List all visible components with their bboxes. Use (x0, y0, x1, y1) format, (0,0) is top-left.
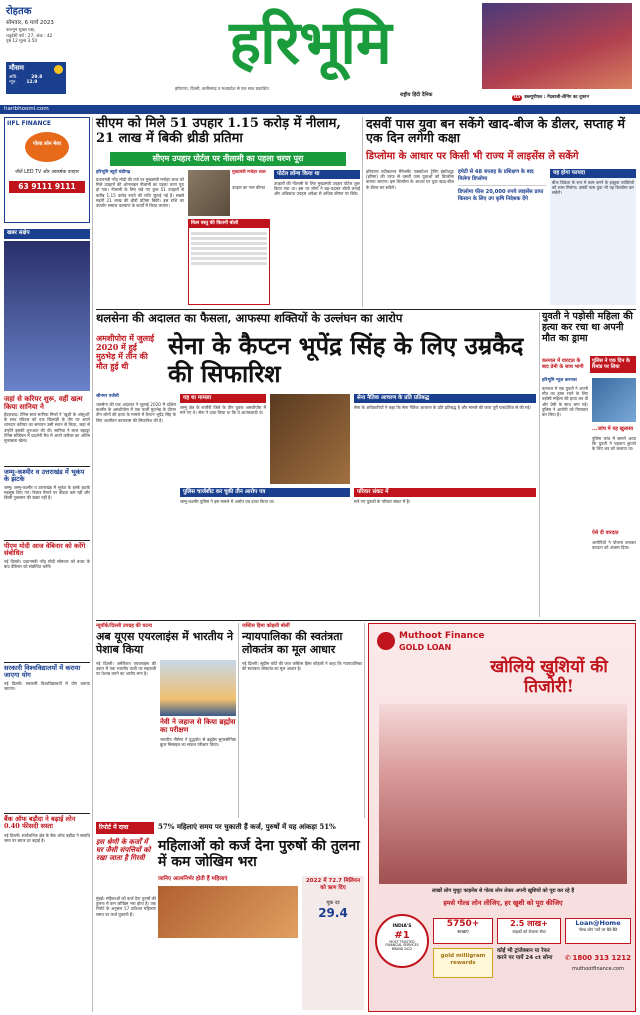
panchang-3: पृष्ठ 12 मूल्य 3.50 (6, 39, 38, 45)
victim-photo (592, 378, 636, 422)
report-strap: 57% महिलाएं समय पर चुकाती हैं कर्ज, पुरुषों में यह आंकड़ा 51% (158, 822, 336, 831)
portal-title: पोर्टल लॉन्च किया था (274, 170, 360, 179)
left-column (4, 117, 90, 1012)
trust-badge (375, 914, 429, 968)
karnal-sub2-body: आरोपियों ने योजना बनाकर वारदात को अंजाम दिया। (592, 540, 636, 551)
iifl-brand: IIFL FINANCE (7, 120, 51, 127)
website-bar (0, 105, 640, 114)
muthoot-cta[interactable]: हमसे गोल्ड लोन लीजिए, हर खुशी को पूरा कीजिए (443, 899, 563, 907)
stat2-value: 2.5 लाख+ (510, 919, 548, 928)
report-headline: महिलाओं को कर्ज देना पुरुषों की तुलना में कम जोखिम भरा (158, 838, 360, 871)
phone-icon: ✆ (565, 954, 571, 962)
benefit-box (550, 169, 636, 305)
masthead-tagline: हरियाणा, दिल्ली, छत्तीसगढ़ व मध्यप्रदेश से एक साथ प्रकाशित (175, 86, 269, 91)
karnal-body: करनाल में एक युवती ने अपनी मौत का ड्रामा रचने के लिए पड़ोसी महिला की हत्या कर दी और प्रेमी के साथ भाग गई। पुलिस ने आरोपी को गिरफ्तार कर लिया है। (542, 386, 588, 418)
report-inset: इस श्रेणी के कर्जों में घर जैसी संपत्तियों को रखा जाता है गिरवी (96, 837, 151, 863)
muthoot-brand: Muthoot Finance (399, 631, 485, 641)
weather-label: मौसम (9, 64, 24, 72)
iifl-phone[interactable]: 63 9111 9111 (9, 181, 85, 192)
chargesheet-box (180, 488, 350, 613)
cm-gifts-subhead: सीएम उपहार पोर्टल पर नीलामी का पहला चरण पूरा (110, 152, 346, 166)
karnal-story (506, 312, 636, 617)
cm-gifts-headline: सीएम को मिले 51 उपहार 1.15 करोड़ में नीलाम, 21 लाख में बिकी थ्रीडी प्रतिमा (96, 116, 341, 146)
report-stat-title: 2022 में 72.7 मिलियन को ऋण दिए (305, 878, 361, 891)
stat-branches (433, 918, 493, 944)
benefit-body: बीज विक्रेता के रूप में काम करने के इच्छुक व्यक्तियों को लाभ मिलेगा। दसवीं पास युवा भी यह डिप्लोमा कर सकेंगे। (552, 179, 634, 196)
rewards-text: कोई भी ट्रांजेक्शन या रेफर करने पर पायें 24 ct सोना (497, 948, 553, 961)
karnal-subhead: करनाल में वारदात के बाद प्रेमी के साथ भागी (542, 358, 584, 371)
report-body: मुंबई। महिलाओं को कर्ज देना पुरुषों की तुलना में कम जोखिम भरा होता है। एक रिपोर्ट के अनुसार 57 प्रतिशत महिलाएं समय पर कर्ज चुकाती हैं। (96, 896, 156, 917)
masthead-logo: हरिभूमि (229, 8, 391, 78)
promo-text: डब्ल्यूपीएल : गेंदबाजी-लैनिंग का तूफान (524, 95, 589, 100)
judiciary-kicker: जस्टिस हिमा कोहली बोलीं (242, 623, 290, 629)
weather-max: 29.8 (31, 74, 43, 80)
report-stat-label: चूक दर (326, 899, 340, 906)
cm-gifts-story (96, 117, 360, 307)
weather-box (6, 62, 66, 94)
badge-rank: #1 (394, 929, 410, 941)
rewards-box (433, 948, 493, 978)
cm-inset-caption: उपहार का नाम कीमत (232, 185, 266, 190)
brief-1-headline: जहां से करियर शुरू, वहीं खत्म किया सानिया ने (4, 394, 83, 412)
top-promo (512, 95, 637, 101)
judiciary-headline: न्यायपालिका की स्वतंत्रता लोकतंत्र का मूल आधार (242, 630, 343, 656)
loan-home-sub: गोल्ड लोन पायें घर बैठे-बैठे (578, 927, 618, 933)
stat-customers (497, 918, 561, 944)
case-box (180, 394, 266, 484)
seed-dealer-subhead: डिप्लोमा के आधार पर किसी भी राज्य में लाइसेंस ले सकेंगे (366, 151, 579, 162)
panchang-2: चतुर्दशी वर्ष : 27, अंक : 42 (6, 33, 53, 39)
chargesheet-body: जम्मू-कश्मीर पुलिस ने इस मामले में आरोप पत्र दायर किया था। (180, 498, 275, 504)
badge-text: MOST TRUSTED FINANCIAL SERVICES BRAND 2022 (385, 939, 419, 952)
women-photo (158, 886, 298, 938)
report-sub-title: जानिए आत्मनिर्भर होती हैं महिलाएं (158, 876, 228, 882)
bullet-1: हमेटी से 48 सप्ताह के प्रशिक्षण के बाद मिलेगा डिप्लोमा (458, 169, 546, 186)
lead-body: थलसेना की एक अदालत ने जुलाई 2020 में दक्षिण कश्मीर के अमशीपोरा में एक फर्जी मुठभेड़ के दौरान तीन लोगों की हत्या के मामले में कैप्टन भूपेंद्र सिंह के लिए आजीवन कारावास की सिफारिश की है। (96, 402, 176, 423)
case-body: जम्मू क्षेत्र के राजौरी जिले के तीन युवक अमशीपोरा में मारे गए थे। सेना ने दावा किया था कि वे आतंकवादी थे। (180, 404, 266, 416)
weather-min: 12.9 (26, 80, 38, 86)
brief-2-body: जम्मू। जम्मू-कश्मीर व उत्तराखंड में भूकंप के हल्के झटके महसूस किए गए। रिक्टर पैमाने पर तीव्रता कम रही और किसी नुकसान की खबर नहीं है। (4, 485, 90, 501)
muthoot-logo-icon (377, 632, 395, 650)
cricket-photo (482, 3, 632, 89)
report-stat (302, 876, 364, 1010)
judiciary-body: नई दिल्ली। सुप्रीम कोर्ट की जज जस्टिस हिमा कोहली ने कहा कि न्यायपालिका की स्वतंत्रता लोकतंत्र का मूल आधार है। (242, 660, 362, 671)
loan-home-title: Loan@Home (575, 919, 621, 927)
brief-4-headline: सरकारी विश्वविद्यालयों में कराया जाएगा योग (4, 664, 81, 680)
masthead (0, 0, 640, 105)
report-tag: रिपोर्ट में दावा (96, 822, 154, 834)
report-stat-value: 29.4 (318, 906, 348, 920)
stat1-label: शाखाएं (457, 930, 469, 936)
portal-box (274, 170, 360, 305)
brahmos-title: नेवी ने जहाज से किया ब्रह्मोस का परीक्षण (160, 717, 236, 735)
karnal-byline: हरिभूमि न्यूज करनाल (542, 378, 577, 383)
rewards-label: gold milligram rewards (440, 953, 486, 966)
muthoot-product: GOLD LOAN (399, 643, 452, 652)
muthoot-phone[interactable] (565, 954, 631, 963)
news-brief-tag: खबर संक्षेप (4, 229, 90, 239)
karnal-headline: युवती ने पड़ोसी महिला की हत्या कर रचा था अपनी मौत का ड्रामा (542, 311, 633, 344)
phone-number: 1800 313 1212 (572, 954, 631, 962)
cm-photo (188, 170, 230, 216)
family-body: मारे गए युवकों के परिवार संकट में हैं। (354, 498, 411, 504)
iifl-text: जीतें LED TV और आकर्षक उपहार (15, 169, 79, 175)
chargesheet-title: पुलिस चार्जशीट कर चुकी तीन आरोप पत्र (180, 488, 350, 497)
cm-gifts-byline: हरिभूमि ब्यूरो चंडीगढ़ (96, 170, 131, 175)
judiciary-story (242, 623, 362, 818)
lead-headline: सेना के कैप्टन भूपेंद्र सिंह के लिए उम्रकैद की सिफारिश (168, 331, 524, 388)
weather-min-label: न्यून. (9, 80, 17, 86)
muthoot-website[interactable]: muthootfinance.com (572, 966, 624, 972)
date-label: सोमवार, 6 मार्च 2023 (6, 19, 54, 26)
promo-number: 05 (514, 95, 521, 100)
brahmos-box (160, 718, 236, 816)
brief-1-body: हैदराबाद। टेनिस स्टार सानिया मिर्जा ने 'खुशी के आंसुओं' के साथ रविवार को एक खिलाड़ी के तौर पर अपने शानदार करियर का समापन उसी स्थान से किया, जहां से उन्होंने इसकी शुरुआत की थी। सानिया ने लाल बहादुर टेनिस स्टेडियम में प्रदर्शनी मैच में अपने करियर का अंतिम मुकाबला खेला। (4, 412, 90, 444)
lead-story (96, 312, 536, 617)
airline-headline: अब यूएस एयरलाइंस में भारतीय ने पेशाब किया (96, 630, 234, 656)
stat1-value: 5750+ (446, 919, 480, 929)
cm-gifts-body: प्रधानमंत्री नरेंद्र मोदी की तर्ज पर मुख्यमंत्री मनोहर लाल को मिले उपहारों की ऑनलाइन नीलामी का पहला चरण पूरा हो गया। नीलामी के लिए रखे गए कुल 51 उपहारों से करीब 1.15 करोड़ रुपये की राशि जुटाई गई है। सबसे महंगी 21 लाख की थ्रीडी प्रतिमा बिकी। इस राशि का उपयोग समाज कल्याण के कार्यों में किया जाएगा। (96, 177, 184, 209)
lead-strap: थलसेना की अदालत का फैसला, आफस्पा शक्तियों के उल्लंघन का आरोप (96, 311, 403, 325)
website-text[interactable]: haribhoomi.com (4, 106, 49, 112)
gavel-photo (270, 394, 350, 484)
brief-5-headline: बैंक ऑफ बड़ौदा ने बढ़ाई लोन 0.40 फीसदी सस्ता (4, 815, 76, 831)
karnal-callout: पुलिस ने एक दिन के रिमांड पर लिया (590, 356, 636, 373)
brief-4-body: नई दिल्ली। सरकारी विश्वविद्यालयों में योग कराया जाएगा। (4, 681, 90, 692)
benefit-title: यह होगा फायदा (550, 169, 636, 178)
case-title: यह था मामला (180, 394, 266, 403)
seed-dealer-story (366, 117, 636, 307)
muthoot-offer: लाखों लोग मुथूट फाइनेंस से गोल्ड लोन लेकर अपनी खुशियों को पूरा कर रहे हैं (431, 888, 575, 894)
brahmos-body: भारतीय नौसेना ने युद्धपोत से ब्रह्मोस सुपरसोनिक क्रूज मिसाइल का सफल परीक्षण किया। (160, 737, 236, 748)
bullet-2: डिप्लोमा फीस 20,000 रुपये लाइसेंस प्राप्त किसान के लिए उप कृषि निदेशक देंगे (458, 189, 544, 202)
airline-body: नई दिल्ली। अमेरिकन एयरलाइंस की उड़ान में एक भारतीय यात्री पर सहयात्री पर पेशाब करने का आरोप लगा है। (96, 660, 156, 676)
seed-dealer-body: हरियाणा एग्रीकल्चर मैनेजमेंट एक्सटेंशन ट्रेनिंग इंस्टीट्यूट (हरिमा) की तरफ से दसवीं पास युवाओं को डिप्लोमा कराया जाएगा। इस डिप्लोमा के आधार पर युवा खाद-बीज के डीलर बन सकेंगे। (366, 169, 454, 190)
ethics-body: सेना के अधिकारियों ने कहा कि सेना नैतिक आचरण के प्रति प्रतिबद्ध है और मामले की जांच पूरी पारदर्शिता से की गई। (354, 404, 532, 410)
portal-body: उपहारों की नीलामी के लिए मुख्यमंत्री उपहार पोर्टल शुरू किया गया था। इस पर लोगों ने बढ़-चढ़कर बोली लगाई और अधिकांश उपहार अपेक्षा से अधिक कीमत पर बिके। (274, 180, 360, 197)
report-story (96, 822, 364, 1012)
stat2-label: ग्राहकों को रोजाना सेवा (512, 929, 546, 934)
masthead-subtitle: राष्ट्रीय हिंदी दैनिक (400, 92, 433, 98)
brief-3-body: नई दिल्ली। प्रधानमंत्री नरेंद्र मोदी सोमवार को बजट के बाद वेबिनार को संबोधित करेंगे। (4, 559, 90, 570)
lead-byline: श्रीनगर एजेंसी (96, 394, 119, 399)
karnal-sub-title: ...जांच में यह खुलासा (592, 426, 634, 432)
ethics-title: सेना नैतिक आचरण के प्रति प्रतिबद्ध (354, 394, 536, 403)
cm-inset-title: मुख्यमंत्री मनोहर लाल (232, 170, 266, 175)
iifl-badge: गोल्ड लोन मेला (25, 132, 69, 162)
gift-table-title: किस वस्तु की कितनी बोली (189, 220, 269, 228)
brief-5-body: नई दिल्ली। सार्वजनिक क्षेत्र के बैंक ऑफ बड़ौदा ने सावधि जमा पर ब्याज दर बढ़ाई है। (4, 833, 90, 844)
seed-dealer-bullets (458, 169, 546, 305)
lead-inset: अमशीपोरा में जुलाई 2020 में हुई मुठभेड़ में तीन की मौत हुई थी (96, 333, 155, 371)
city-label: रोहतक (6, 6, 32, 17)
muthoot-tagline: खोलिये खुशियों की तिजोरी! (490, 657, 608, 697)
gift-table (188, 219, 270, 305)
report-sub (158, 876, 298, 1010)
karnal-sub-body: पुलिस जांच में सामने आया कि युवती ने पहचान छुपाने के लिए शव को जलाया था। (592, 436, 636, 452)
muthoot-ad[interactable] (368, 623, 636, 1012)
brief-2-headline: जम्मू-कश्मीर व उत्तराखंड में भूकंप के झटके (4, 468, 85, 484)
family-title: परिवार संकट में (354, 488, 536, 497)
karnal-sub2-title: ऐसे दी वारदात (592, 530, 619, 536)
brief-3-headline: पीएम मोदी आज वेबिनार को करेंगे संबोधित (4, 542, 86, 558)
iifl-ad[interactable] (4, 117, 90, 223)
loan-home[interactable] (565, 918, 631, 944)
weather-max-label: अधि. (9, 74, 18, 80)
airline-kicker: न्यूयॉर्क/दिल्ली उपग्रह की घटना (96, 623, 153, 629)
sun-icon (54, 65, 63, 74)
seed-dealer-headline: दसवीं पास युवा बन सकेंगे खाद-बीज के डीलर, सप्ताह में एक दिन लगेगी कक्षा (366, 116, 626, 146)
badge-country: INDIA'S (392, 924, 412, 929)
ambassador-photo (379, 704, 627, 884)
brahmos-photo (160, 660, 236, 716)
sania-photo (4, 241, 90, 391)
panchang-1: फाल्गुन शुक्ल पक्ष, (6, 28, 36, 34)
